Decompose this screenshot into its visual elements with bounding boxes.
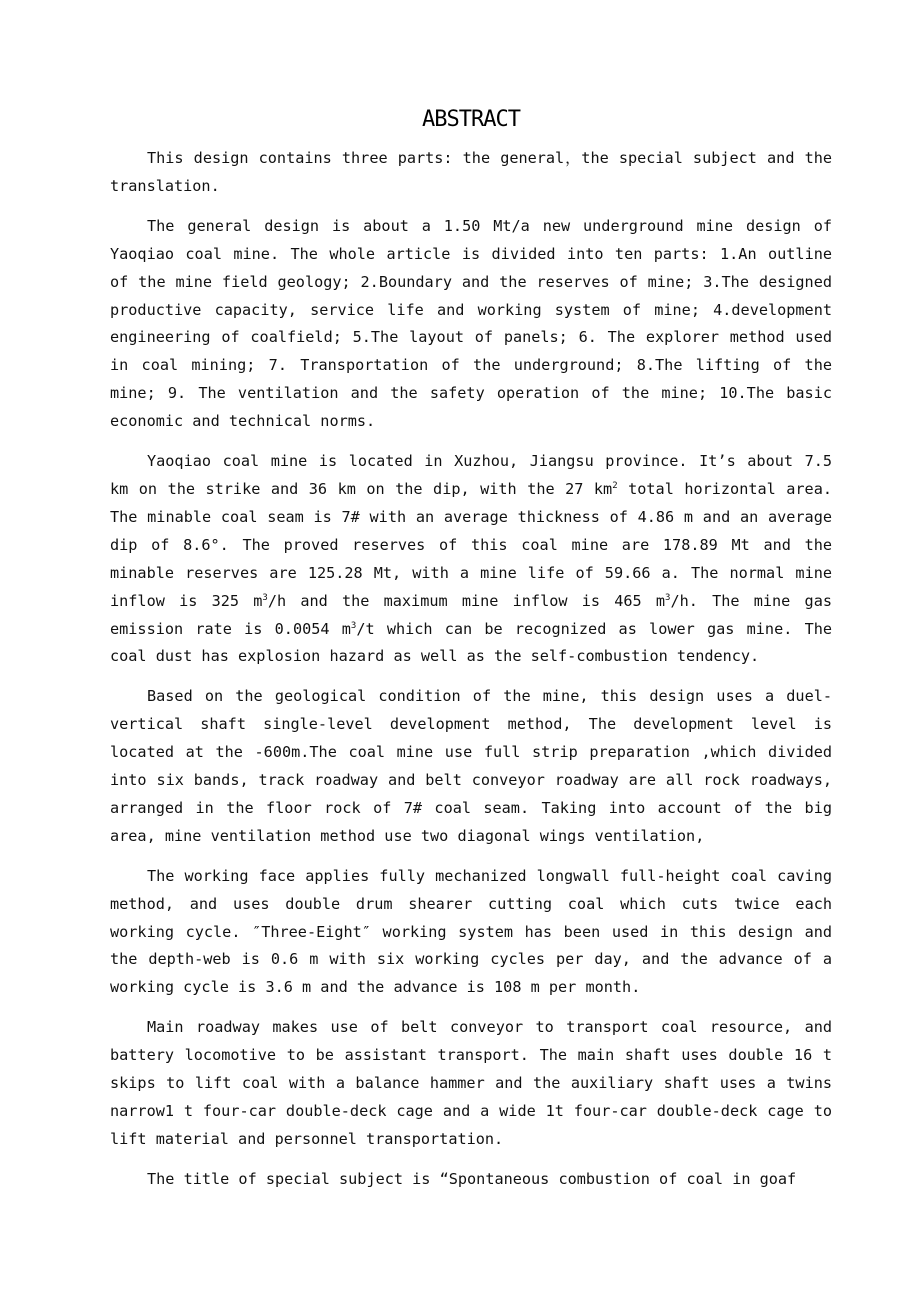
paragraph-text: /h and the maximum mine inflow is 465 m xyxy=(267,591,666,610)
superscript: 3 xyxy=(350,620,357,631)
abstract-paragraph xyxy=(110,863,832,1003)
document-title: ABSTRACT xyxy=(422,107,520,132)
paragraph-text: total horizontal area. The minable coal seam is 7# with an average thickness of 4.86 m and an average dip of 8.6°. The proved reserves of this coal mine are 178.89 Mt and the minable reserves are 125.28 Mt, with a mine life of 59.66 a. The normal mine inflow is 325 m xyxy=(110,479,832,610)
paragraph-text: The title of special subject is “Spontaneous combustion of coal in goaf xyxy=(147,1169,797,1188)
paragraph-text: /t which can be recognized as lower gas mine. The coal dust has explosion hazard as well as the self-combustion tendency. xyxy=(110,619,833,666)
superscript: 3 xyxy=(665,592,671,603)
paragraph-text: The general design is about a 1.50 Mt/a new underground mine design of Yaoqiao coal mine. The whole article is divided into ten parts: 1.An outline of the mine field geology; 2.Boundary and the reserves of mine; 3.The designed productive capacity, service life and working system of mine; 4.development engineering of coalfield; 5.The layout of panels; 6. The explorer method used in coal mining; 7. Transportation of the underground; 8.The lifting of the mine; 9. The ventilation and the safety operation of the mine; 10.The basic economic and technical norms. xyxy=(110,216,832,431)
abstract-paragraph xyxy=(110,145,832,201)
paragraph-text: Yaoqiao coal mine is located in Xuzhou, Jiangsu province. It’s about 7.5 km on the strike and 36 km on the dip, with the 27 km xyxy=(110,452,832,498)
abstract-paragraph xyxy=(110,683,832,850)
superscript: 2 xyxy=(612,480,618,491)
abstract-paragraph xyxy=(110,448,832,671)
paragraph-text: Based on the geological condition of the mine, this design uses a duel-vertical shaft single-level development method, The development level is located at the -600m.The coal mine use full strip preparation ,which divided into six bands, track roadway and belt conveyor roadway are all rock roadways, arranged in the floor rock of 7# coal seam. Taking into account of the big area, mine ventilation method use two diagonal wings ventilation, xyxy=(110,687,832,845)
superscript: 3 xyxy=(262,592,268,603)
paragraph-text: This design contains three parts: the general，the special subject and the translation. xyxy=(110,149,832,195)
abstract-paragraph xyxy=(110,1014,832,1154)
abstract-paragraph xyxy=(110,1166,832,1194)
paragraph-text: The working face applies fully mechanized longwall full-height coal caving method, and uses double drum shearer cutting coal which cuts twice each working cycle. ″Three-Eight″ working system has been used in this design and the depth-web is 0.6 m with six working cycles per day, and the advance of a working cycle is 3.6 m and the advance is 108 m per month. xyxy=(110,866,832,997)
abstract-paragraph xyxy=(110,213,832,436)
document-body xyxy=(110,145,832,1206)
paragraph-text: /h. The mine gas emission rate is 0.0054 m xyxy=(110,591,832,638)
paragraph-text: Main roadway makes use of belt conveyor to transport coal resource, and battery locomotive to be assistant transport. The main shaft uses double 16 t skips to lift coal with a balance hammer and the auxiliary shaft uses a twins narrow1 t four-car double-deck cage and a wide 1t four-car double-deck cage to lift material and personnel transportation. xyxy=(110,1018,832,1148)
